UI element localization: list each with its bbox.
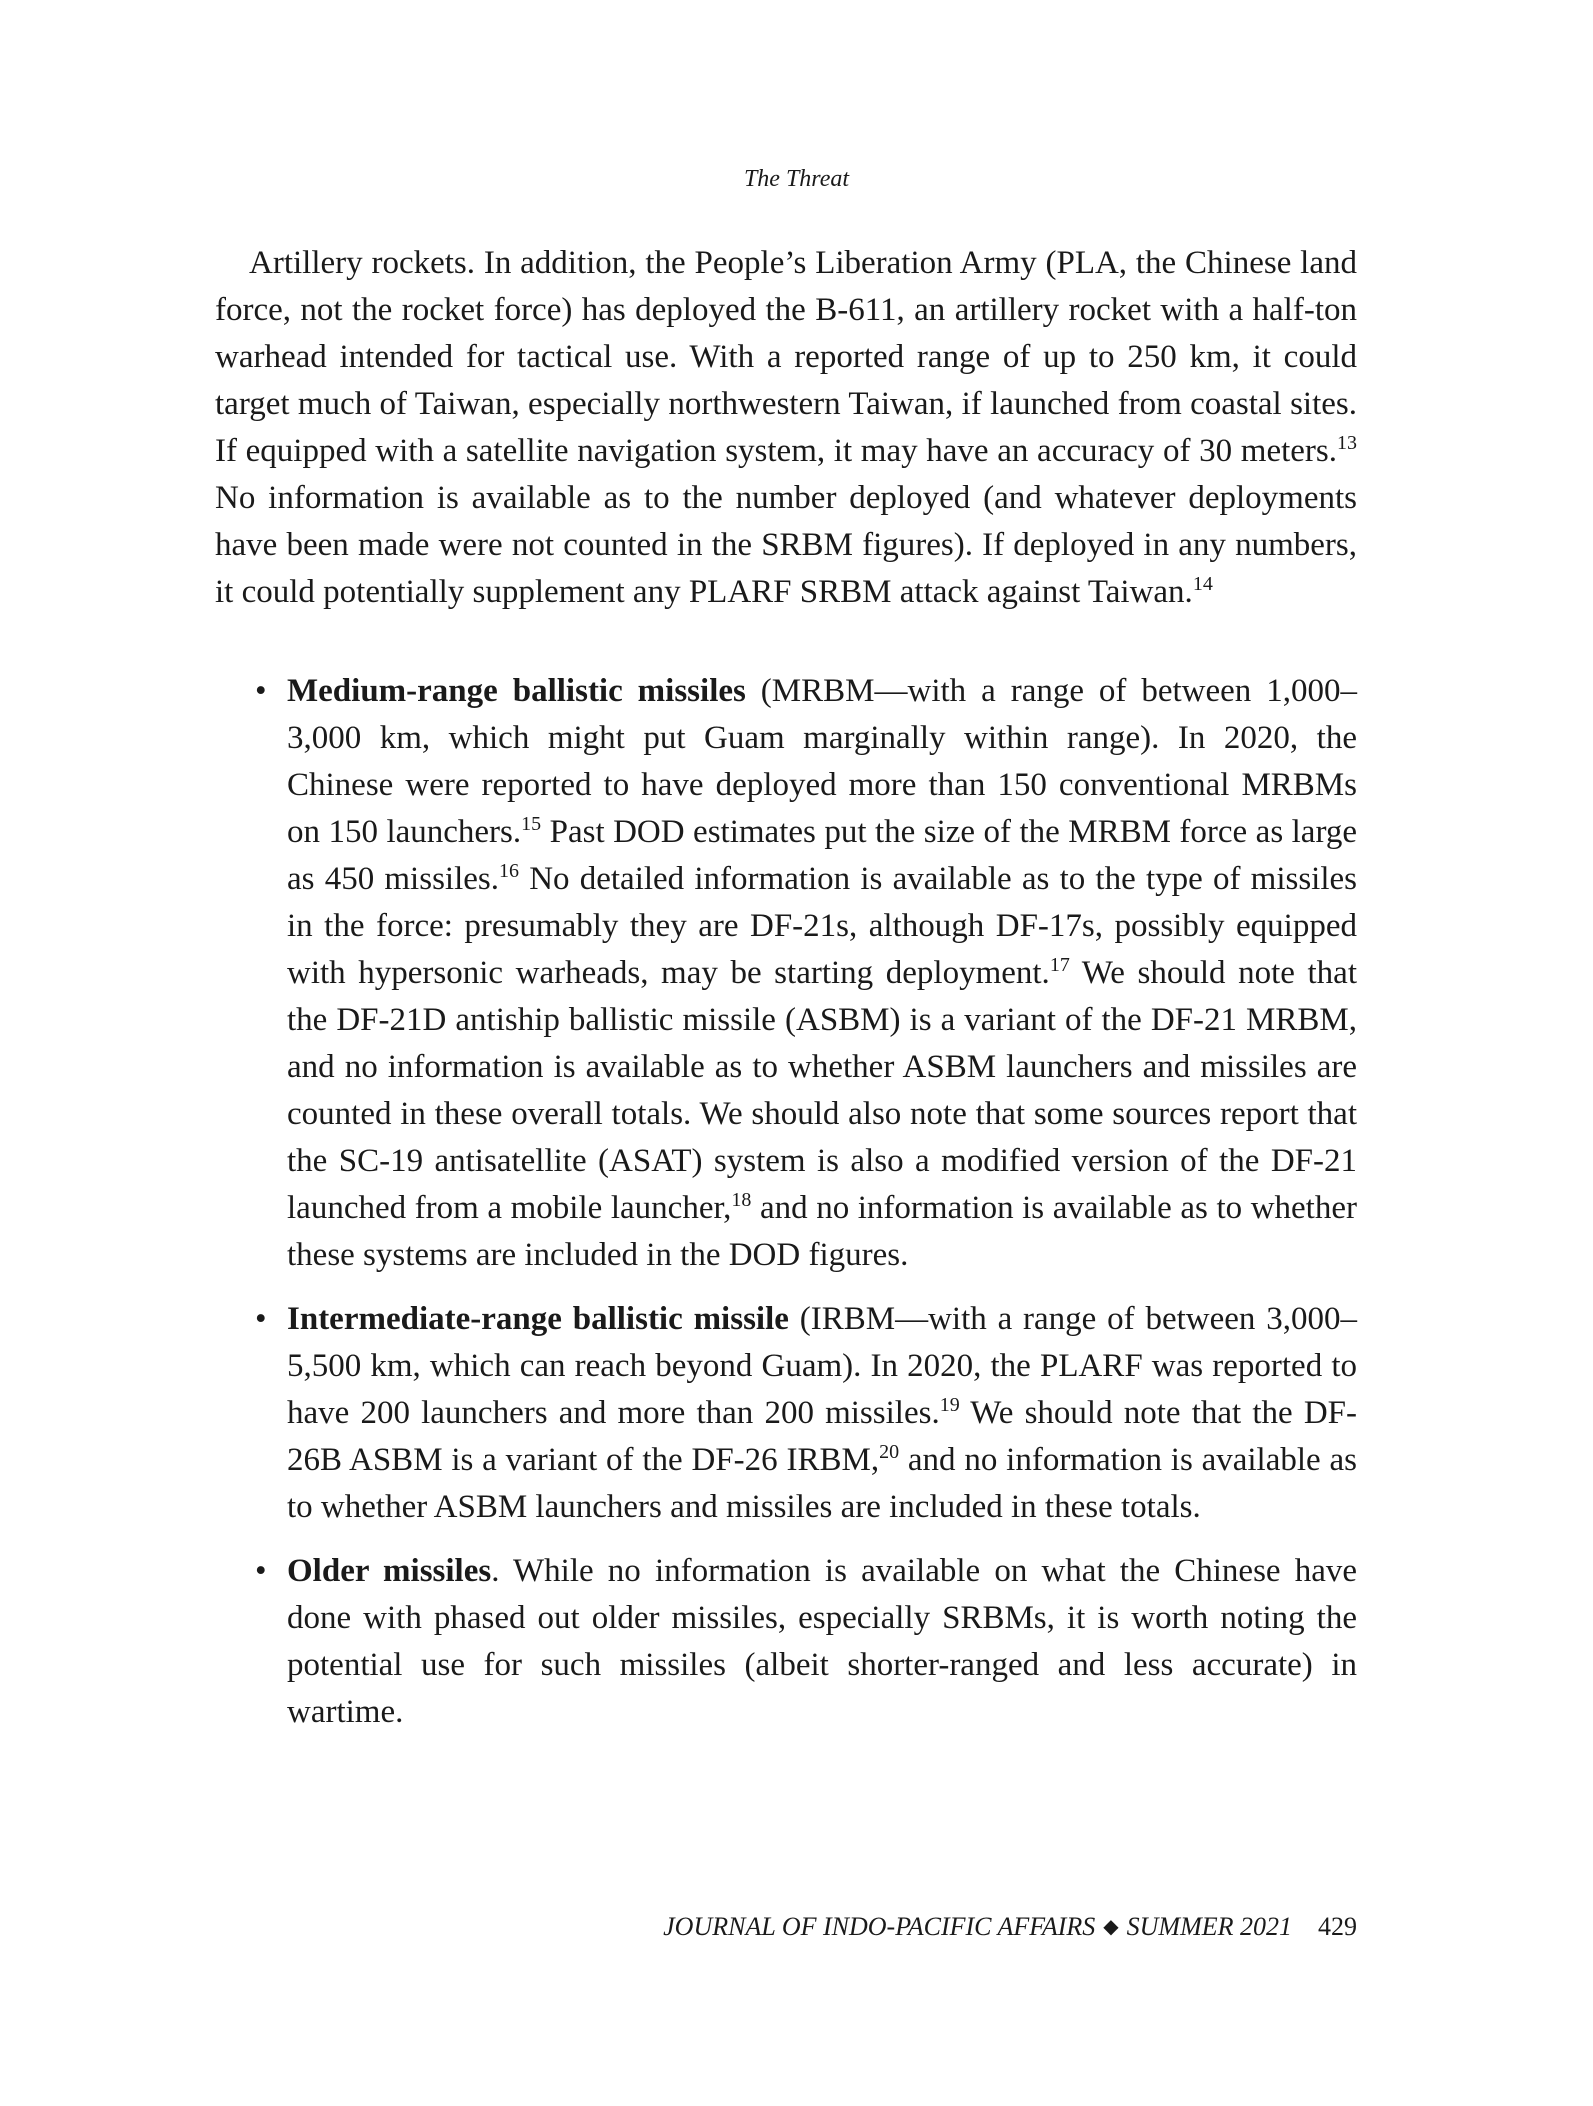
list-item-mrbm [215,668,1357,1279]
list-item-text: We should note that the DF-21D antiship ballistic missile (ASBM) is a variant of the DF-21 MRBM, and no information is available as to whether ASBM launchers and missiles are counted in these overall totals. We should also note that some sources report that the SC-19 antisatellite (ASAT) system is also a modified version of the DF-21 launched from a mobile launcher, [287,955,1358,1226]
paragraph-text: Artillery rockets. In addition, the People’s Liberation Army (PLA, the Chinese land force, not the rocket force) has deployed the B-611, an artillery rocket with a half-ton warhead intended for tactical use. With a reported range of up to 250 km, it could target much of Taiwan, especially northwestern Taiwan, if launched from coastal sites. If equipped with a satellite navigation system, it may have an accuracy of 30 meters. [215,245,1357,469]
list-item-irbm [215,1296,1357,1531]
intro-paragraph [215,240,1357,616]
list-item-text: We should note that the DF-26B ASBM is a variant of the DF-26 IRBM, [287,1395,1357,1478]
article-body [215,240,1357,1753]
bullet-icon: • [255,1553,267,1589]
list-item-heading: Intermediate-range ballistic missile [287,1301,789,1337]
list-item-heading: Medium-range ballistic missiles [287,673,746,709]
footnote-ref[interactable]: 14 [1192,573,1213,595]
footnote-ref[interactable]: 17 [1049,954,1070,976]
list-item-text: . While no information is available on what the Chinese have done with phased out older missiles, especially SRBMs, it is worth noting the potential use for such missiles (albeit shorter-ranged and less accurate) in wartime. [287,1553,1357,1730]
list-item-text: (MRBM—with a range of between 1,000–3,000 km, which might put Guam marginally within range). In 2020, the Chinese were reported to have deployed more than 150 conventional MRBMs on 150 launchers. [287,673,1357,850]
page-number: 429 [1318,1912,1357,1941]
footnote-ref[interactable]: 15 [521,813,542,835]
list-item-text: No detailed information is available as to the type of missiles in the force: presumably they are DF-21s, although DF-17s, possibly equipped with hypersonic warheads, may be starting deployment. [287,861,1358,991]
footnote-ref[interactable]: 19 [939,1394,960,1416]
footnote-ref[interactable]: 18 [731,1189,752,1211]
paragraph-text: No information is available as to the number deployed (and whatever deployments have been made were not counted in the SRBM figures). If deployed in any numbers, it could potentially supplement any PLARF SRBM attack against Taiwan. [215,480,1357,610]
bullet-icon: • [255,1301,267,1337]
bullet-icon: • [255,673,267,709]
footnote-ref[interactable]: 20 [879,1441,900,1463]
list-item-text: (IRBM—with a range of between 3,000–5,500 km, which can reach beyond Guam). In 2020, the PLARF was reported to have 200 launchers and more than 200 missiles. [287,1301,1357,1431]
list-item-text: and no information is available as to whether ASBM launchers and missiles are included in these totals. [287,1442,1357,1525]
list-item-text: and no information is available as to whether these systems are included in the DOD figures. [287,1190,1357,1273]
issue-season: SUMMER 2021 [1126,1912,1292,1941]
footnote-ref[interactable]: 16 [499,860,519,882]
list-item-text: Past DOD estimates put the size of the MRBM force as large as 450 missiles. [287,814,1357,897]
footnote-ref[interactable]: 13 [1337,432,1357,454]
list-item-older-missiles [215,1548,1357,1736]
missile-category-list [215,668,1357,1736]
diamond-separator-icon: ◆ [1103,1916,1119,1938]
list-item-heading: Older missiles [287,1553,492,1589]
running-head: The Threat [743,166,850,192]
page-footer [663,1912,1357,1942]
journal-name: JOURNAL OF INDO-PACIFIC AFFAIRS [663,1912,1096,1941]
